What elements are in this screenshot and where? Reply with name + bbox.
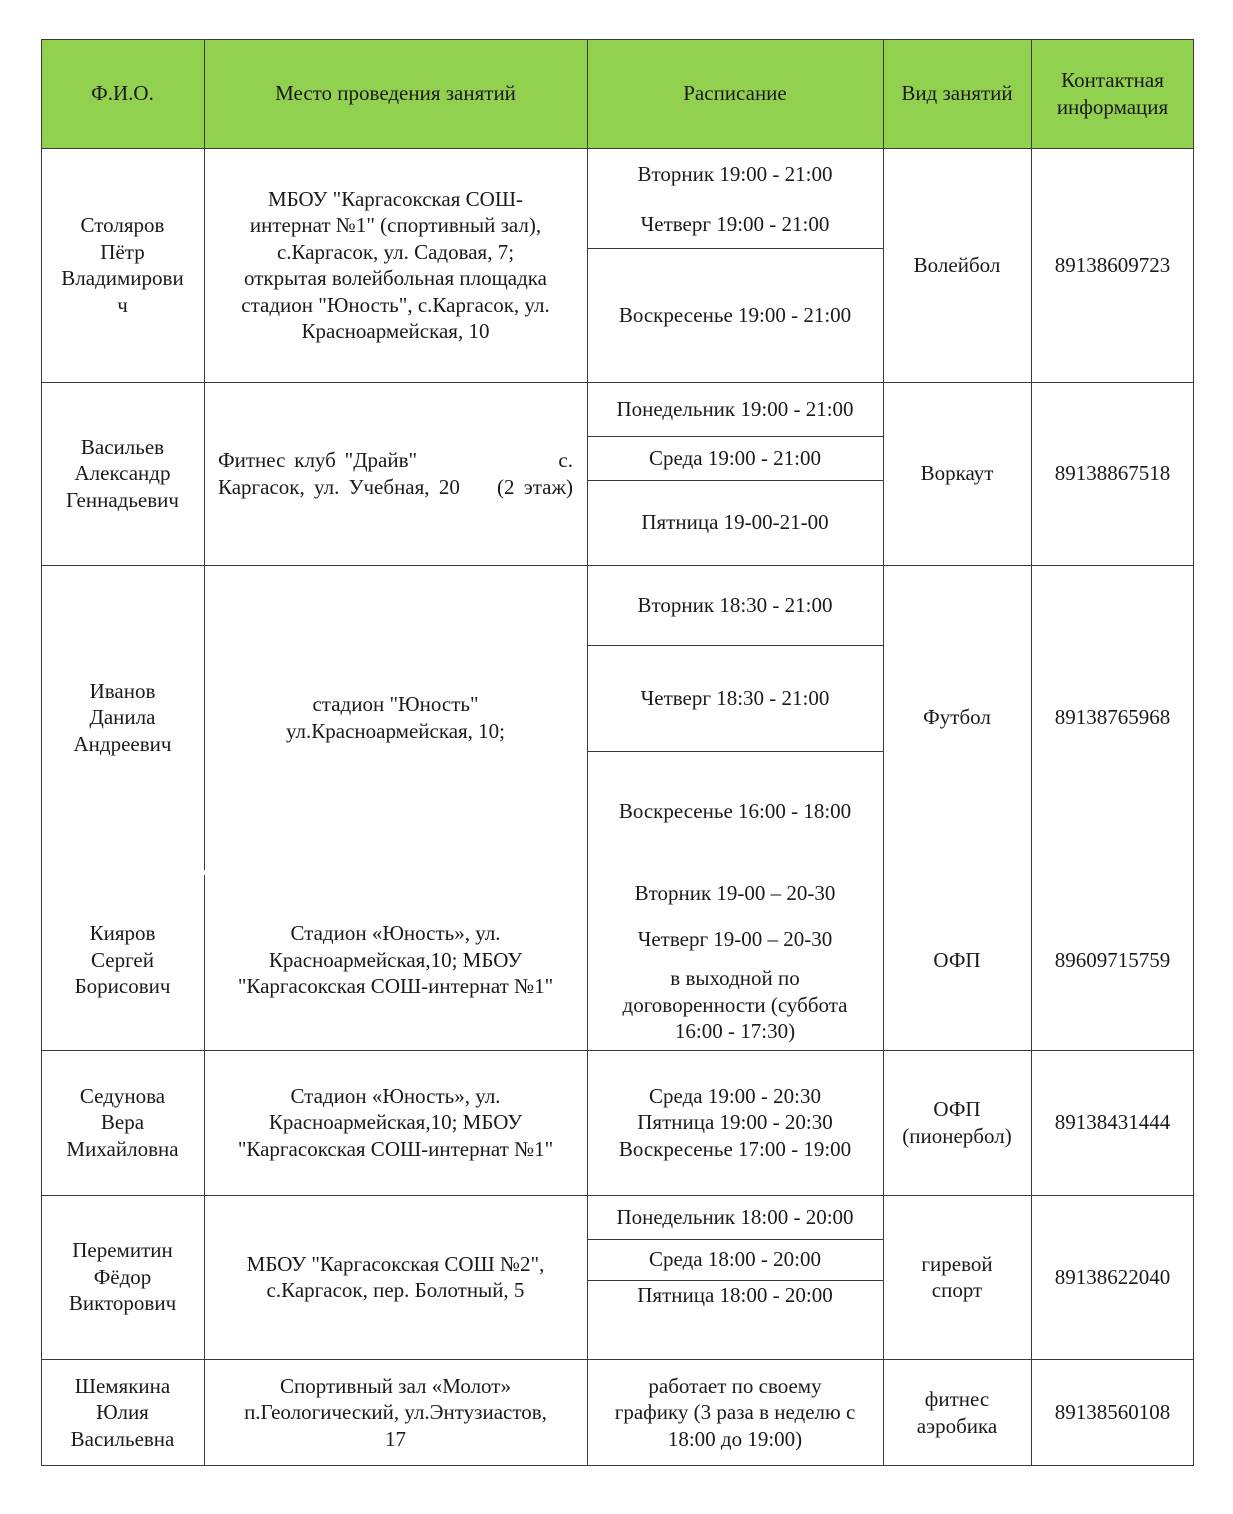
header-name-label: Ф.И.О. <box>91 81 154 106</box>
schedule-divider <box>587 436 883 437</box>
place-line: с.Каргасок, пер. Болотный, 5 <box>266 1278 525 1302</box>
schedule-divider <box>587 1280 883 1281</box>
row-divider <box>41 1359 1194 1360</box>
schedule-entry: Среда 19:00 - 20:30 <box>649 1083 821 1108</box>
row6-name <box>41 1195 204 1359</box>
name-line: Геннадьевич <box>66 487 179 512</box>
row1-place <box>204 148 587 382</box>
activity-label: ОФП <box>933 1097 981 1121</box>
row2-place <box>204 382 587 565</box>
place-line: Стадион «Юность», ул. <box>290 1083 501 1108</box>
row4-activity <box>883 870 1031 1050</box>
row5-activity <box>883 1050 1031 1195</box>
schedule-entry: 16:00 - 17:30) <box>674 1019 796 1044</box>
row3-schedule-2 <box>587 645 883 752</box>
row3-schedule-3 <box>587 752 883 870</box>
row2-activity <box>883 382 1031 565</box>
header-schedule <box>587 39 883 148</box>
name-line: Вера <box>100 1110 145 1135</box>
table-border <box>41 39 1194 40</box>
place-line: п.Геологический, ул.Энтузиастов, <box>244 1400 547 1425</box>
row4-schedule-3 <box>587 965 883 1045</box>
row1-phone <box>1031 148 1194 382</box>
column-divider <box>204 875 205 1466</box>
schedule-table <box>41 39 1194 1466</box>
schedule-entry: Вторник 18:30 - 21:00 <box>637 592 833 617</box>
schedule-entry: Вторник 19:00 - 21:00 <box>637 161 833 186</box>
row4-place <box>204 870 587 1050</box>
row2-schedule-1 <box>587 382 883 436</box>
place-line: Фитнес клуб "Драйв" с. <box>218 448 573 472</box>
place-line: МБОУ "Каргасокская СОШ- <box>267 186 524 211</box>
row5-schedule <box>587 1050 883 1195</box>
phone-number: 89138867518 <box>1054 461 1171 486</box>
schedule-entry: Понедельник 18:00 - 20:00 <box>616 1204 854 1229</box>
activity-label: гиревой <box>921 1251 993 1276</box>
header-activity <box>883 39 1031 148</box>
header-place <box>204 39 587 148</box>
place-line: Красноармейская, 10 <box>301 319 490 343</box>
schedule-entry: Воскресенье 19:00 - 21:00 <box>618 303 852 328</box>
row1-schedule-2 <box>587 210 883 238</box>
table-border <box>1193 39 1194 1466</box>
place-line: "Каргасокская СОШ-интернат №1" <box>237 1136 554 1161</box>
name-line: Шемякина <box>74 1373 171 1398</box>
row7-schedule <box>587 1359 883 1466</box>
place-line: открытая волейбольная площадка <box>244 266 547 290</box>
row1-schedule-3 <box>587 249 883 382</box>
schedule-divider <box>587 645 883 646</box>
name-line: Юлия <box>96 1400 149 1425</box>
activity-label: спорт <box>931 1278 983 1302</box>
place-line: Каргасок, ул. Учебная, 20 (2 этаж) <box>218 474 573 499</box>
header-schedule-label: Расписание <box>683 81 787 106</box>
activity-label: аэробика <box>916 1413 998 1438</box>
schedule-entry: Воскресенье 16:00 - 18:00 <box>618 798 852 823</box>
header-contact <box>1031 39 1194 148</box>
schedule-divider <box>587 1239 883 1240</box>
phone-number: 89138765968 <box>1054 705 1171 730</box>
row1-schedule-1 <box>587 160 883 188</box>
schedule-entry: Среда 18:00 - 20:00 <box>649 1247 821 1272</box>
name-line: Фёдор <box>93 1264 152 1289</box>
row-divider <box>41 1050 1194 1051</box>
place-line: интернат №1" (спортивный зал), <box>249 213 542 237</box>
schedule-divider <box>587 248 883 249</box>
header-name <box>41 39 204 148</box>
activity-label: ОФП <box>933 947 981 972</box>
activity-label: фитнес <box>924 1387 990 1411</box>
name-line: Данила <box>89 705 156 730</box>
activity-label: Волейбол <box>913 252 1001 277</box>
activity-label: Воркаут <box>920 461 994 486</box>
phone-number: 89138431444 <box>1054 1110 1171 1135</box>
schedule-entry: Четверг 19:00 - 21:00 <box>640 211 830 236</box>
row2-schedule-2 <box>587 436 883 480</box>
row2-name <box>41 382 204 565</box>
name-line: Викторович <box>68 1291 177 1316</box>
header-place-label: Место проведения занятий <box>275 81 516 106</box>
name-line: Седунова <box>79 1083 166 1108</box>
place-block <box>218 447 573 500</box>
row7-name <box>41 1359 204 1466</box>
header-contact-line: информация <box>1056 94 1169 119</box>
name-line: Кияров <box>89 921 156 946</box>
row3-schedule-1 <box>587 565 883 645</box>
phone-number: 89138622040 <box>1054 1264 1171 1289</box>
row2-phone <box>1031 382 1194 565</box>
name-line: ч <box>117 292 128 317</box>
place-line: 17 <box>385 1426 406 1451</box>
name-line: Михайловна <box>66 1136 179 1161</box>
row7-phone <box>1031 1359 1194 1466</box>
name-line: Пётр <box>100 239 145 264</box>
column-divider <box>204 39 205 870</box>
row-divider <box>41 382 1194 383</box>
row5-place <box>204 1050 587 1195</box>
schedule-entry: Пятница 19-00-21-00 <box>641 510 829 535</box>
phone-number: 89609715759 <box>1054 947 1171 972</box>
name-line: Иванов <box>89 678 156 703</box>
schedule-entry: Пятница 19:00 - 20:30 <box>637 1110 833 1135</box>
row4-phone <box>1031 870 1194 1050</box>
header-activity-label: Вид занятий <box>901 81 1013 106</box>
schedule-entry: работает по своему <box>648 1373 822 1398</box>
place-line: Спортивный зал «Молот» <box>280 1373 511 1398</box>
row3-activity <box>883 565 1031 870</box>
table-border <box>41 1465 1194 1466</box>
row7-activity <box>883 1359 1031 1466</box>
name-line: Столяров <box>80 213 165 237</box>
place-line: Стадион «Юность», ул. <box>290 921 501 946</box>
phone-number: 89138560108 <box>1054 1400 1171 1425</box>
column-divider <box>883 39 884 1466</box>
header-contact-line: Контактная <box>1061 68 1164 92</box>
row5-phone <box>1031 1050 1194 1195</box>
row6-schedule-2 <box>587 1239 883 1280</box>
schedule-divider <box>587 480 883 481</box>
row1-activity <box>883 148 1031 382</box>
place-line: МБОУ "Каргасокская СОШ №2", <box>246 1251 545 1276</box>
schedule-entry: в выходной по <box>670 966 800 991</box>
name-line: Перемитин <box>72 1238 173 1263</box>
schedule-entry: Среда 19:00 - 21:00 <box>649 445 821 470</box>
row6-activity <box>883 1195 1031 1359</box>
row-divider <box>41 148 1194 149</box>
row6-schedule-3 <box>587 1280 883 1310</box>
column-divider <box>587 39 588 1466</box>
schedule-entry: графику (3 раза в неделю с <box>614 1400 856 1425</box>
schedule-entry: Воскресенье 17:00 - 19:00 <box>618 1136 852 1161</box>
schedule-entry: Четверг 19-00 – 20-30 <box>637 926 833 951</box>
row7-place <box>204 1359 587 1466</box>
row6-phone <box>1031 1195 1194 1359</box>
place-line: с.Каргасок, ул. Садовая, 7; <box>276 239 515 264</box>
place-line: ул.Красноармейская, 10; <box>285 718 506 743</box>
phone-number: 89138609723 <box>1054 252 1171 277</box>
place-line: стадион "Юность" <box>312 692 479 716</box>
row3-phone <box>1031 565 1194 870</box>
activity-label: (пионербол) <box>902 1123 1012 1148</box>
schedule-entry: Четверг 18:30 - 21:00 <box>640 686 830 711</box>
row-divider <box>41 1195 1194 1196</box>
row6-schedule-1 <box>587 1195 883 1239</box>
place-line: стадион "Юность", с.Каргасок, ул. <box>241 292 550 317</box>
schedule-entry: Понедельник 19:00 - 21:00 <box>616 396 854 421</box>
name-line: Васильевна <box>70 1426 175 1451</box>
name-line: Владимирови <box>61 266 184 290</box>
row5-name <box>41 1050 204 1195</box>
column-divider <box>1031 39 1032 1466</box>
name-line: Александр <box>74 461 171 486</box>
schedule-divider <box>587 751 883 752</box>
row4-schedule-2 <box>587 925 883 953</box>
schedule-entry: договоренности (суббота <box>622 992 848 1017</box>
place-line: "Каргасокская СОШ-интернат №1" <box>237 974 554 999</box>
row-divider <box>41 565 1194 566</box>
name-line: Васильев <box>80 434 165 459</box>
schedule-entry: 18:00 до 19:00) <box>667 1426 803 1451</box>
table-border <box>41 39 42 1466</box>
row3-place <box>204 565 587 870</box>
name-line: Сергей <box>91 947 154 972</box>
row2-schedule-3 <box>587 480 883 565</box>
row3-name <box>41 565 204 870</box>
schedule-entry: Вторник 19-00 – 20-30 <box>634 880 836 905</box>
row4-schedule-1 <box>587 879 883 907</box>
name-line: Андреевич <box>73 731 172 756</box>
place-line: Красноармейская,10; МБОУ <box>268 1110 523 1135</box>
row1-name <box>41 148 204 382</box>
schedule-entry: Пятница 18:00 - 20:00 <box>637 1282 833 1307</box>
row4-name <box>41 870 204 1050</box>
activity-label: Футбол <box>923 705 991 730</box>
row6-place <box>204 1195 587 1359</box>
name-line: Борисович <box>74 974 171 999</box>
place-line: Красноармейская,10; МБОУ <box>268 947 523 972</box>
